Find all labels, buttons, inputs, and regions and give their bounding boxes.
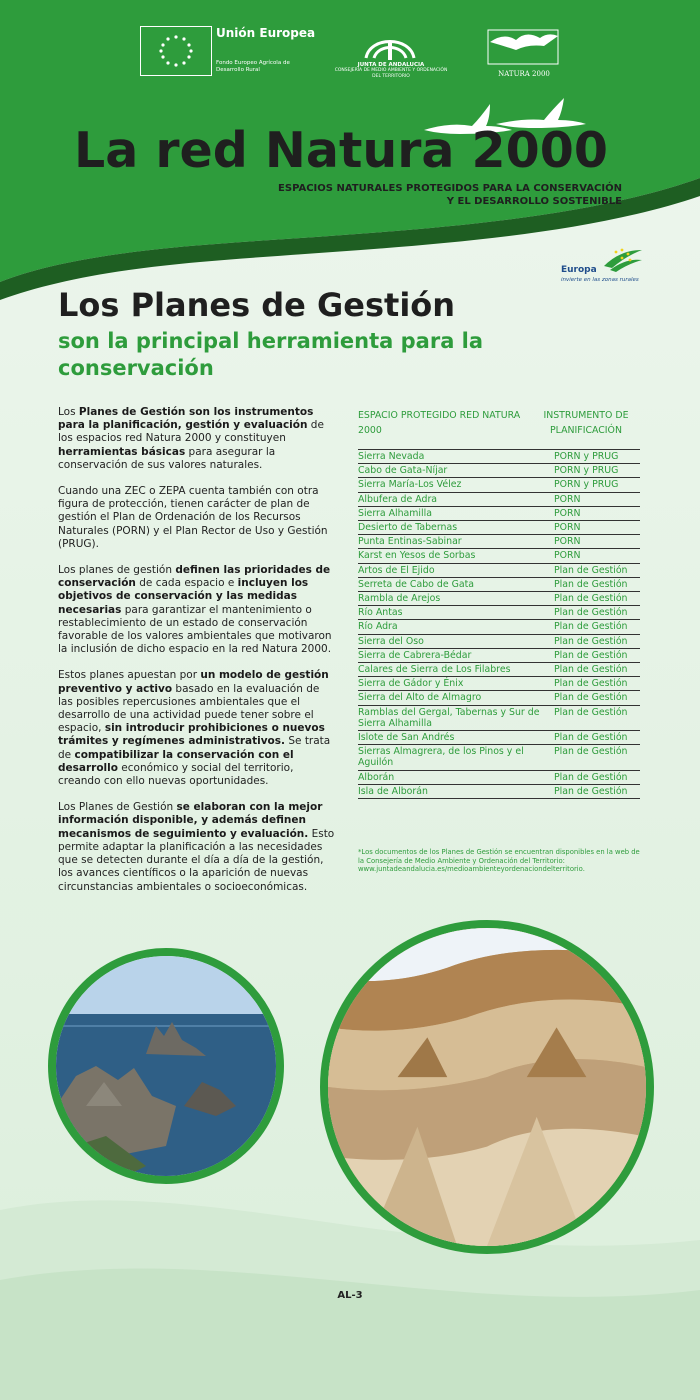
table-row — [358, 535, 640, 549]
bold-text-run: compatibilizar la conservación con el desarrollo — [58, 748, 294, 774]
space-name-cell: Rambla de Arejos — [358, 593, 441, 605]
instrument-cell: PORN y PRUG — [554, 465, 619, 477]
table-row — [358, 464, 640, 478]
space-name-cell: Sierra del Alto de Almagro — [358, 692, 482, 704]
table-row — [358, 493, 640, 507]
text-run: para asegurar la conservación de sus valores naturales. — [58, 445, 276, 471]
space-name-cell: Albufera de Adra — [358, 493, 438, 505]
instrument-cell: Plan de Gestión — [554, 607, 628, 619]
space-name-cell: Serreta de Cabo de Gata — [358, 578, 475, 590]
table-row — [358, 521, 640, 535]
table-row — [358, 677, 640, 691]
table-header-instrument: INSTRUMENTO DE PLANIFICACIÓN — [543, 410, 629, 436]
instrument-cell: PORN — [554, 536, 581, 548]
table-row — [358, 649, 640, 663]
bold-text-run: Planes de Gestión son los instrumentos para la planificación, gestión y evaluación — [58, 406, 314, 432]
table-row — [358, 731, 640, 745]
badlands-photo — [320, 920, 654, 1254]
main-title: La red Natura 2000 — [74, 122, 608, 179]
space-name-cell: Islote de San Andrés — [358, 732, 455, 744]
instrument-cell: Plan de Gestión — [554, 771, 628, 783]
space-name-cell: Sierra de Gádor y Énix — [358, 678, 464, 690]
instrument-cell: PORN — [554, 493, 581, 505]
instrument-cell: PORN y PRUG — [554, 479, 619, 491]
planning-table — [358, 449, 640, 799]
space-name-cell: Isla de Alborán — [358, 785, 428, 797]
text-run: Estos planes apuestan por — [58, 669, 201, 682]
eu-title: Unión Europea — [216, 26, 316, 40]
text-run: Se trata de — [58, 735, 331, 761]
space-name-cell: Sierra María-Los Vélez — [358, 479, 462, 491]
space-name-cell: Alborán — [358, 771, 395, 783]
eu-subtitle: Fondo Europeo Agrícola de Desarrollo Rural — [216, 60, 290, 73]
text-run: Cuando una ZEC o ZEPA cuenta también con otra figura de protección, tienen carácter de plan de gestión el Plan de Ordenación de los Recursos Naturales (PORN) y el Plan Rector de Uso y Gestión (PRUG). — [58, 485, 328, 550]
text-run: Los Planes de Gestión — [58, 801, 177, 814]
text-run: basado en la evaluación de las posibles repercusiones ambientales que el desarrollo de una actividad puede tener sobre el espacio, — [58, 682, 320, 735]
instrument-cell: PORN — [554, 507, 581, 519]
instrument-cell: Plan de Gestión — [554, 593, 628, 605]
table-row — [358, 663, 640, 677]
bold-text-run: un modelo de gestión preventivo y activo — [58, 669, 329, 695]
instrument-cell: Plan de Gestión — [554, 564, 628, 576]
europa-label: Europa — [561, 265, 597, 275]
space-name-cell: Desierto de Tabernas — [358, 522, 458, 534]
space-name-cell: Karst en Yesos de Sorbas — [358, 550, 476, 562]
space-name-cell: Río Antas — [358, 607, 403, 619]
bold-text-run: herramientas básicas — [58, 445, 186, 458]
natura-logo-text: NATURA 2000 — [498, 70, 550, 78]
space-name-cell: Río Adra — [358, 621, 398, 633]
instrument-cell: Plan de Gestión — [554, 732, 628, 744]
instrument-cell: Plan de Gestión — [554, 706, 628, 718]
coast-rocks-photo — [48, 948, 284, 1184]
table-row — [358, 785, 640, 799]
natura-2000-logo-icon — [486, 24, 562, 78]
bold-text-run: se elaboran con la mejor información disponible, y además definen mecanismos de seguimiento y evaluación. — [58, 801, 323, 840]
bold-text-run: incluyen los objetivos de conservación y las medidas necesarias — [58, 577, 309, 616]
table-row — [358, 620, 640, 634]
space-name-cell: Cabo de Gata-Níjar — [358, 465, 448, 477]
space-name-cell: Sierra Alhamilla — [358, 507, 432, 519]
table-row — [358, 606, 640, 620]
instrument-cell: Plan de Gestión — [554, 649, 628, 661]
table-row — [358, 771, 640, 785]
europa-tagline: invierte en las zonas rurales — [561, 277, 639, 283]
main-subtitle: ESPACIOS NATURALES PROTEGIDOS PARA LA CONSERVACIÓN Y EL DESARROLLO SOSTENIBLE — [278, 183, 622, 207]
text-run: Los planes de gestión — [58, 564, 176, 577]
instrument-cell: Plan de Gestión — [554, 664, 628, 676]
section-title: Los Planes de Gestión — [58, 286, 456, 324]
instrument-cell: Plan de Gestión — [554, 692, 628, 704]
poster-code: AL-3 — [337, 1290, 363, 1301]
text-run: Esto permite adaptar la planificación a las necesidades que se detecten durante el día a día de la gestión, los avances científicos o la aparición de nuevas circunstancias ambientales o socioeconómicas. — [58, 827, 335, 893]
text-run: para garantizar el mantenimiento o restablecimiento de un estado de conservación favorable de los valores ambientales que motivaron la inclusión de dicho espacio en la red Natura 2000. — [58, 603, 332, 656]
instrument-cell: Plan de Gestión — [554, 678, 628, 690]
instrument-cell: Plan de Gestión — [554, 785, 628, 797]
paragraph-3 — [58, 564, 336, 656]
table-row — [358, 745, 640, 770]
table-row — [358, 706, 640, 731]
table-row — [358, 564, 640, 578]
bold-text-run: sin introducir prohibiciones o nuevos trámites y regímenes administrativos. — [58, 722, 325, 748]
section-subtitle: son la principal herramienta para la conservación — [58, 329, 484, 380]
junta-andalucia-logo-icon — [360, 28, 420, 64]
space-name-cell: Sierras Almagrera, de los Pinos y el Aguilón — [358, 746, 524, 769]
space-name-cell: Punta Entinas-Sabinar — [358, 536, 462, 548]
instrument-cell: PORN — [554, 550, 581, 562]
eu-flag-icon — [140, 26, 212, 76]
text-run: de cada espacio e — [135, 577, 238, 590]
space-name-cell: Calares de Sierra de Los Filabres — [358, 664, 511, 676]
instrument-cell: Plan de Gestión — [554, 578, 628, 590]
paragraph-5 — [58, 801, 336, 893]
table-row — [358, 691, 640, 705]
table-row — [358, 592, 640, 606]
table-row — [358, 507, 640, 521]
instrument-cell: Plan de Gestión — [554, 746, 628, 758]
text-run: económico y social del territorio, creando con ello nuevas oportunidades. — [58, 761, 294, 788]
paragraph-2 — [58, 485, 336, 551]
table-row — [358, 478, 640, 492]
space-name-cell: Sierra del Oso — [358, 635, 424, 647]
text-run: de los espacios red Natura 2000 y constituyen — [58, 419, 324, 445]
body-text — [58, 406, 336, 907]
instrument-cell: Plan de Gestión — [554, 621, 628, 633]
table-row — [358, 450, 640, 464]
space-name-cell: Artos de El Ejido — [358, 564, 435, 576]
paragraph-4 — [58, 669, 336, 788]
space-name-cell: Ramblas del Gergal, Tabernas y Sur de Sierra Alhamilla — [358, 706, 540, 729]
table-header-space: ESPACIO PROTEGIDO RED NATURA 2000 — [358, 410, 521, 436]
table-row — [358, 578, 640, 592]
instrument-cell: PORN — [554, 522, 581, 534]
table-footnote: *Los documentos de los Planes de Gestión se encuentran disponibles en la web de la Consejería de Medio Ambiente y Ordenación del Territorio: www.juntadeandalucia.es/medioambienteyordenaciondelterritorio. — [358, 848, 640, 874]
table-row — [358, 635, 640, 649]
text-run: Los — [58, 406, 79, 418]
space-name-cell: Sierra de Cabrera-Bédar — [358, 649, 472, 661]
instrument-cell: PORN y PRUG — [554, 451, 619, 462]
junta-name: JUNTA DE ANDALUCIA CONSEJERÍA DE MEDIO AMBIENTE Y ORDENACIÓN DEL TERRITORIO — [334, 62, 448, 79]
bold-text-run: definen las prioridades de conservación — [58, 564, 331, 590]
instrument-cell: Plan de Gestión — [554, 635, 628, 647]
table-row — [358, 549, 640, 563]
space-name-cell: Sierra Nevada — [358, 451, 425, 462]
paragraph-1 — [58, 406, 336, 472]
